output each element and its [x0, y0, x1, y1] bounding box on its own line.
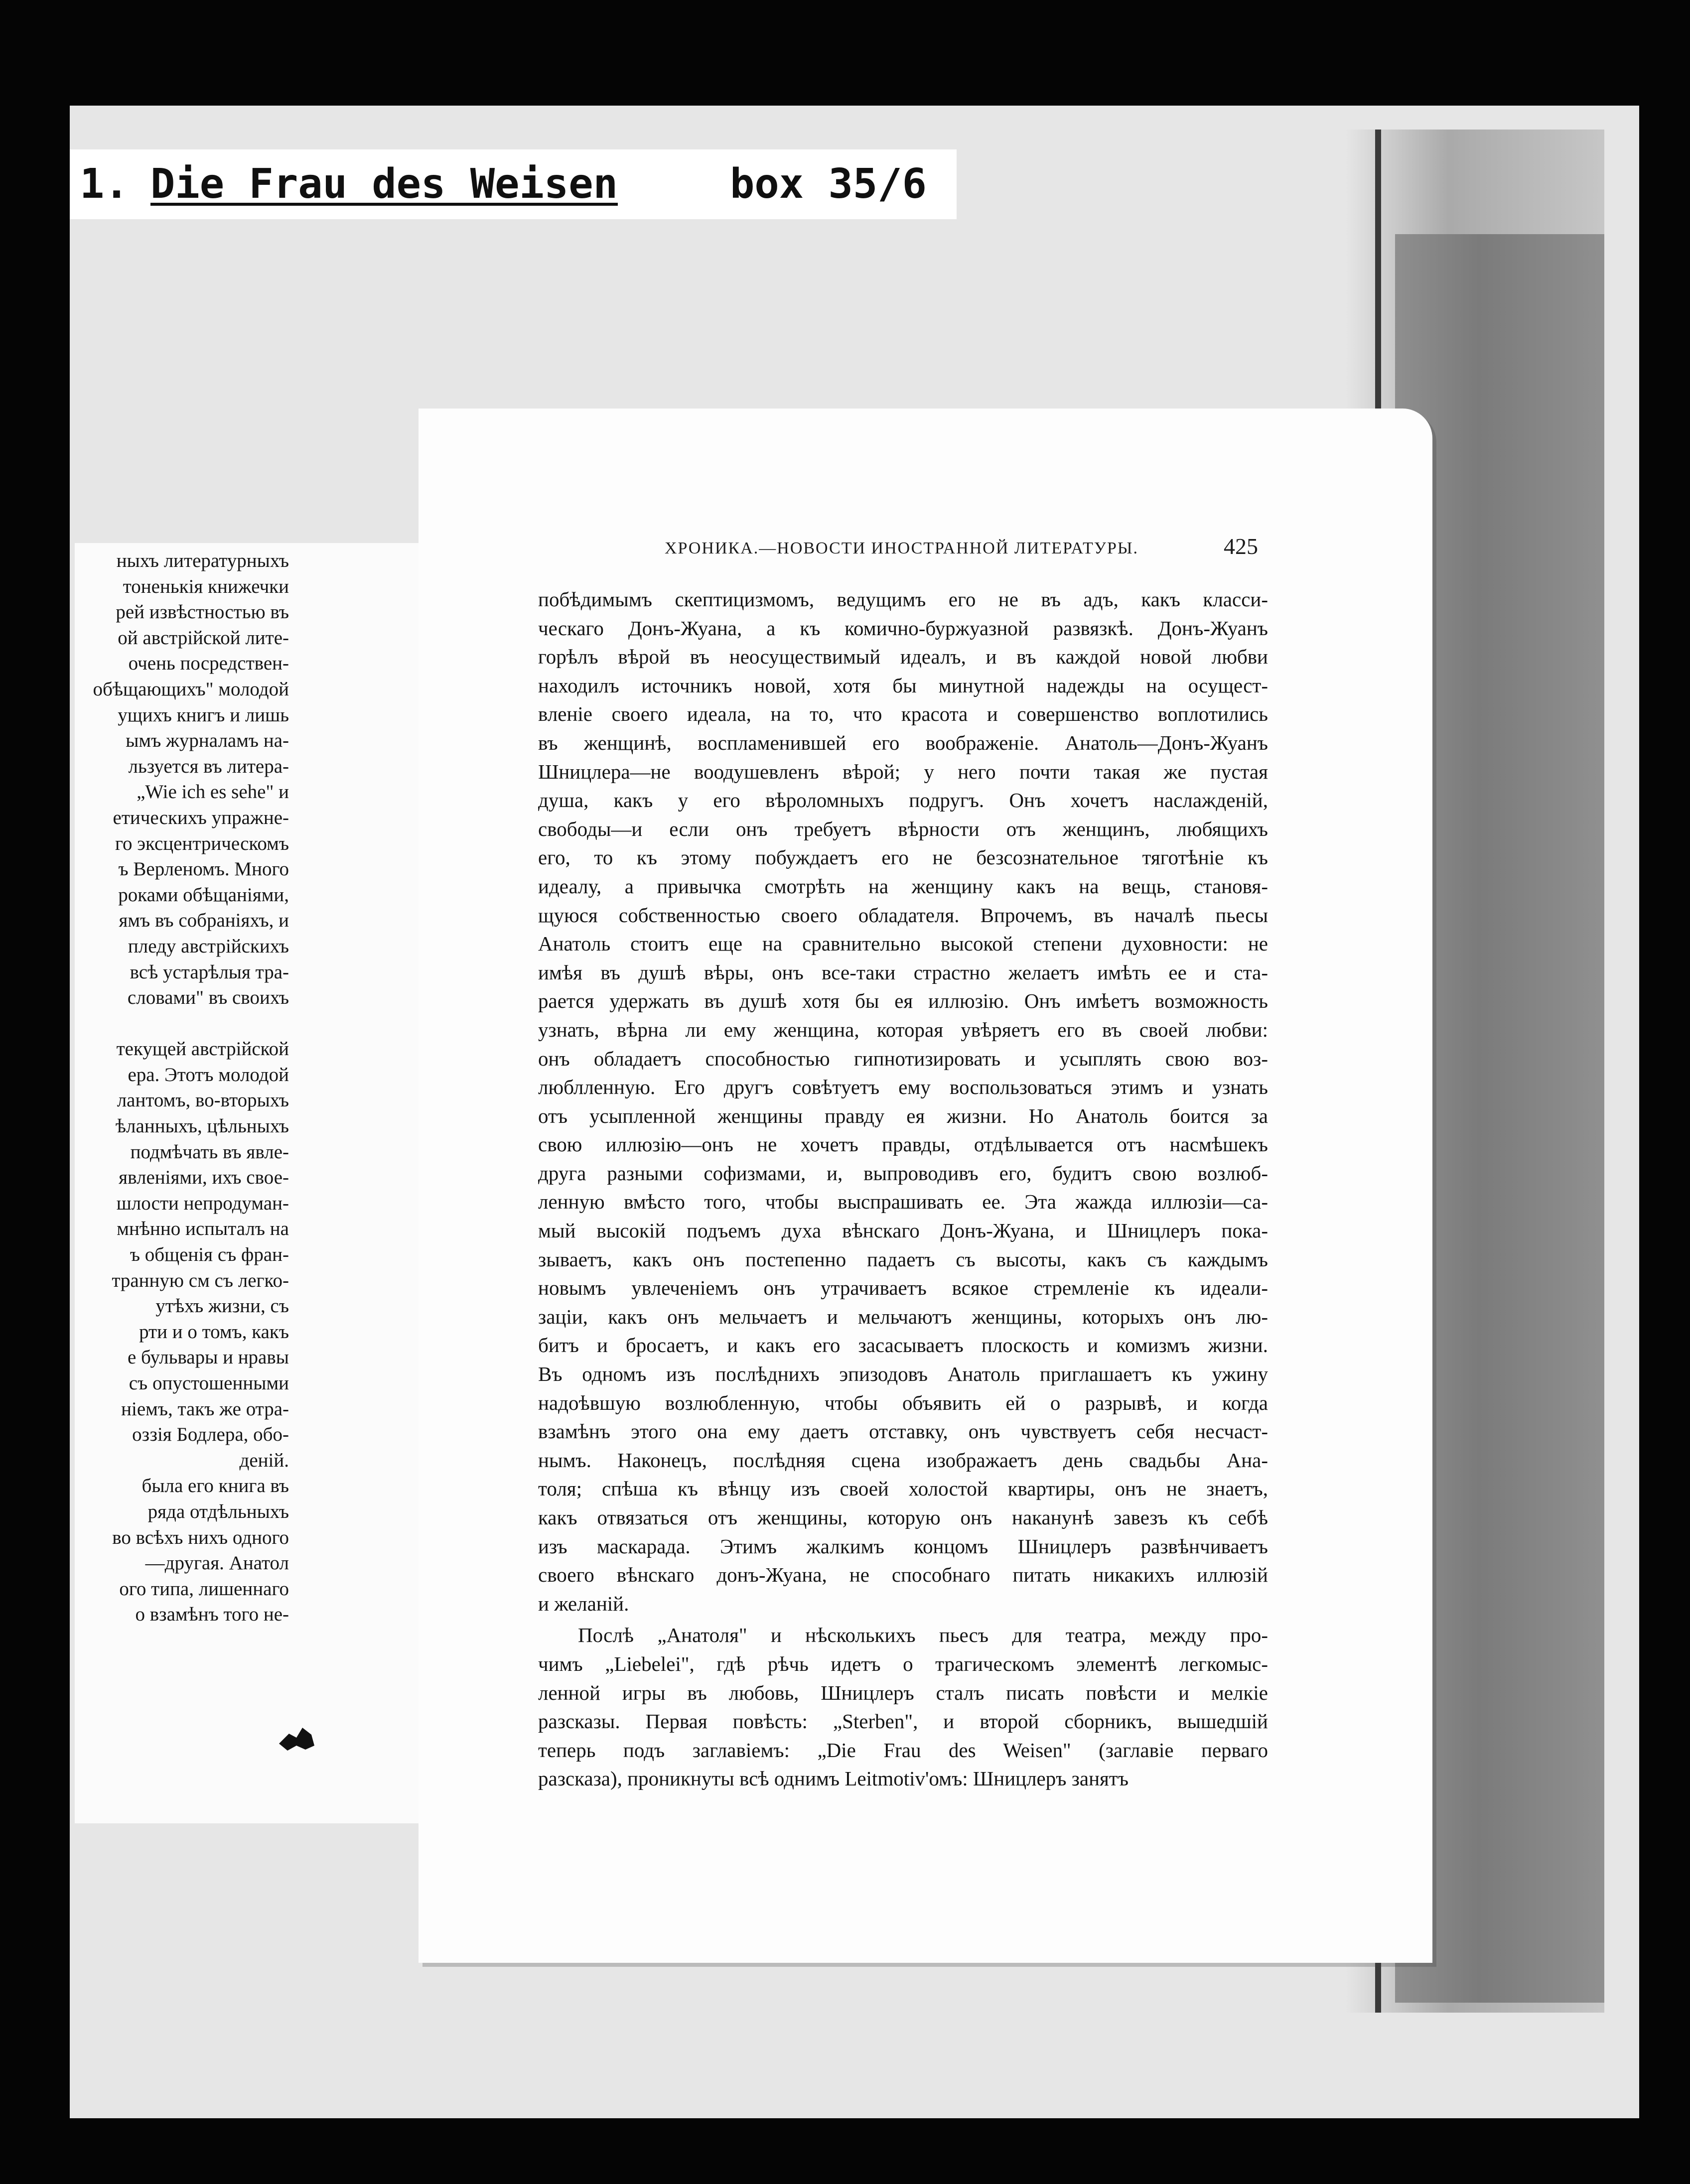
left-column-line: ера. Этотъ молодой	[128, 1064, 289, 1086]
text-line: находилъ источникъ новой, хотя бы минутной надежды на осущест-	[538, 674, 1268, 697]
label-box-number: box 35/6	[730, 160, 927, 208]
left-column-line: обѣщающихъ" молодой	[93, 678, 289, 700]
left-column-line: ряда отдѣльныхъ	[147, 1501, 289, 1522]
text-line: его, то къ этому побуждаетъ его не безсознательное тяготѣніе къ	[538, 846, 1268, 869]
text-line: ленной игры въ любовь, Шницлеръ сталъ писать повѣсти и мелкіе	[538, 1681, 1268, 1704]
text-line: узнать, вѣрна ли ему женщина, которая увѣряетъ его въ своей любви:	[538, 1018, 1268, 1041]
left-column-line: етическихъ упражне-	[113, 807, 289, 828]
text-line: мый высокій подъемъ духа вѣнскаго Донъ-Жуана, и Шницлеръ пока-	[538, 1219, 1268, 1242]
left-column-line: рей извѣстностью въ	[116, 601, 289, 623]
main-page	[419, 409, 1432, 1963]
text-line: горѣлъ вѣрой въ неосуществимый идеалъ, и въ каждой новой любви	[538, 645, 1268, 669]
text-line: ческаго Донъ-Жуана, а къ комично-буржуазной развязкѣ. Донъ-Жуанъ	[538, 616, 1268, 640]
text-line: битъ и бросаетъ, и какъ его засасываетъ плоскость и комизмъ жизни.	[538, 1334, 1268, 1357]
text-line: разсказа), проникнуты всѣ однимъ Leitmotiv'омъ: Шницлеръ занятъ	[538, 1767, 1129, 1790]
text-line: новымъ увлеченіемъ онъ утрачиваетъ всякое стремленіе къ идеали-	[538, 1276, 1268, 1300]
left-column-line: деній.	[239, 1449, 289, 1471]
text-line: свободы—и если онъ требуетъ вѣрности отъ женщинъ, любящихъ	[538, 817, 1268, 840]
page-number: 425	[1224, 534, 1258, 559]
left-column-line: рти и о томъ, какъ	[139, 1321, 289, 1343]
paragraph-2	[538, 1621, 1268, 1793]
left-column-line: льзуется въ литера-	[128, 755, 289, 777]
text-line: имѣя въ душѣ вѣры, онъ все-таки страстно желаетъ имѣть ее и ста-	[538, 960, 1268, 984]
text-line: чимъ „Liebelei", гдѣ рѣчь идетъ о трагическомъ элементѣ легкомыс-	[538, 1652, 1268, 1675]
left-column-line: подмѣчать въ явле-	[130, 1141, 289, 1163]
left-column-line: оззія Бодлера, обо-	[132, 1424, 289, 1446]
ink-blot	[277, 1724, 316, 1754]
text-line: побѣдимымъ скептицизмомъ, ведущимъ его не въ адъ, какъ класси-	[538, 588, 1268, 611]
text-line: рается удержать въ душѣ хотя бы ея иллюзію. Онъ имѣетъ возможность	[538, 989, 1268, 1013]
text-line: заціи, какъ онъ мельчаетъ и мельчаютъ женщины, которыхъ онъ лю-	[538, 1305, 1268, 1328]
text-line: люблленную. Его другъ совѣтуетъ ему воспользоваться этимъ и узнать	[538, 1076, 1268, 1099]
label-title: Die Frau des Weisen	[150, 160, 618, 208]
left-column-line: ніемъ, такъ же отра-	[121, 1398, 289, 1420]
left-column-line: утѣхъ жизни, съ	[155, 1295, 289, 1317]
left-column-line: во всѣхъ нихъ одного	[112, 1526, 289, 1548]
left-column-line: роками обѣщаніями,	[118, 884, 289, 906]
text-line: ленную вмѣсто того, чтобы выспрашивать ее. Эта жажда иллюзіи—са-	[538, 1190, 1268, 1214]
left-column-line: го эксцентрическомъ	[115, 832, 289, 854]
text-line: свою иллюзію—онъ не хочетъ правды, отдѣлывается отъ насмѣшекъ	[538, 1133, 1268, 1156]
left-column-line: очень посредствен-	[128, 653, 289, 675]
text-line: взамѣнъ этого она ему даетъ отставку, онъ чувствуетъ себя несчаст-	[538, 1420, 1268, 1443]
left-column-line: съ опустошенными	[129, 1372, 289, 1394]
text-line: надоѣвшую возлюбленную, чтобы объявить ей о разрывѣ, и когда	[538, 1391, 1268, 1414]
text-line: отъ усыпленной женщины правду ея жизни. Но Анатоль боится за	[538, 1104, 1268, 1127]
text-line: какъ отвязаться отъ женщины, которую онъ наканунѣ завезъ къ себѣ	[538, 1506, 1268, 1529]
left-column-line: словами" въ своихъ	[127, 987, 289, 1009]
text-line: въ женщинѣ, воспламенившей его воображеніе. Анатоль—Донъ-Жуанъ	[538, 731, 1268, 754]
left-column-line: лантомъ, во-вторыхъ	[117, 1090, 289, 1111]
left-column-line: ныхъ литературныхъ	[116, 550, 289, 571]
text-line: душа, какъ у его вѣроломныхъ подругъ. Онъ хочетъ наслажденій,	[538, 789, 1268, 812]
text-line: Шницлера—не воодушевленъ вѣрой; у него почти такая же пустая	[538, 760, 1268, 783]
text-line: вленіе своего идеала, на то, что красота и совершенство воплотились	[538, 702, 1268, 726]
text-line: разсказы. Первая повѣсть: „Sterben", и второй сборникъ, вышедшій	[538, 1710, 1268, 1733]
text-line: щуюся собственностью своего обладателя. Впрочемъ, въ началѣ пьесы	[538, 903, 1268, 927]
left-column-line: „Wie ich es sehe" и	[137, 781, 289, 803]
left-column-text	[75, 548, 289, 1628]
text-line: зываетъ, какъ онъ постепенно падаетъ съ высоты, какъ съ каждымъ	[538, 1247, 1268, 1271]
left-column-line: ущихъ книгъ и лишь	[118, 704, 289, 726]
left-column-line: ой австрійской лите-	[118, 627, 289, 649]
left-column-line: ъ Верленомъ. Много	[118, 858, 289, 880]
label-number: 1.	[80, 160, 129, 208]
left-column-line: мнѣнно испыталъ на	[117, 1218, 289, 1240]
text-line: Послѣ „Анатоля" и нѣсколькихъ пьесъ для театра, между про-	[578, 1624, 1268, 1647]
text-line: своего вѣнскаго донъ-Жуана, не способнаго питать никакихъ иллюзій	[538, 1563, 1268, 1587]
text-line: онъ обладаетъ способностью гипнотизировать и усыплять свою воз-	[538, 1047, 1268, 1070]
left-column-line: явленіями, ихъ свое-	[119, 1167, 289, 1189]
text-line: теперь подъ заглавіемъ: „Die Frau des Weisen" (заглавіе перваго	[538, 1738, 1268, 1762]
left-column-line: транную см съ легко-	[112, 1269, 289, 1291]
text-line: Въ одномъ изъ послѣднихъ эпизодовъ Анатоль приглашаетъ къ ужину	[538, 1363, 1268, 1386]
left-column-line	[75, 1011, 289, 1037]
left-column-line: ымъ журналамъ на-	[126, 730, 289, 752]
left-column-line: тоненькія книжечки	[123, 575, 289, 597]
left-column-line: ого типа, лишеннаго	[119, 1578, 289, 1600]
left-column-line: шлости непродуман-	[116, 1192, 289, 1214]
left-column-line: ѣланныхъ, цѣльныхъ	[115, 1115, 289, 1137]
text-line: изъ маскарада. Этимъ жалкимъ концомъ Шницлеръ развѣнчиваетъ	[538, 1534, 1268, 1558]
text-line: толя; спѣша къ вѣнцу изъ своей холостой квартиры, онъ не знаетъ,	[538, 1477, 1268, 1501]
archive-label	[70, 149, 957, 219]
left-column-line: ъ общенія съ фран-	[130, 1244, 289, 1266]
left-column-line: всѣ устарѣлыя тра-	[130, 961, 289, 983]
left-column-line: ямъ въ собраніяхъ, и	[119, 910, 289, 932]
left-column-line: текущей австрійской	[116, 1038, 289, 1060]
left-column-line: —другая. Анатол	[145, 1552, 289, 1574]
left-column-line: пледу австрійскихъ	[128, 935, 289, 957]
text-line: и желаній.	[538, 1592, 629, 1615]
paragraph-1	[538, 585, 1268, 1618]
left-column-line: е бульвары и нравы	[127, 1347, 289, 1368]
left-page-fragment	[75, 543, 419, 1823]
text-line: друга разными софизмами, и, выпроводивъ его, будитъ свою возлюб-	[538, 1161, 1268, 1185]
left-column-line: была его книга въ	[141, 1475, 289, 1497]
body-text	[538, 585, 1268, 1793]
text-line: идеалу, а привычка смотрѣть на женщину какъ на вещь, становя-	[538, 874, 1268, 898]
left-column-line: о взамѣнъ того не-	[135, 1604, 289, 1626]
text-line: нымъ. Наконецъ, послѣдняя сцена изображаетъ день свадьбы Ана-	[538, 1448, 1268, 1472]
running-head: ХРОНИКА.—НОВОСТИ ИНОСТРАННОЙ ЛИТЕРАТУРЫ.	[665, 539, 1139, 557]
text-line: Анатоль стоитъ еще на сравнительно высокой степени духовности: не	[538, 932, 1268, 956]
